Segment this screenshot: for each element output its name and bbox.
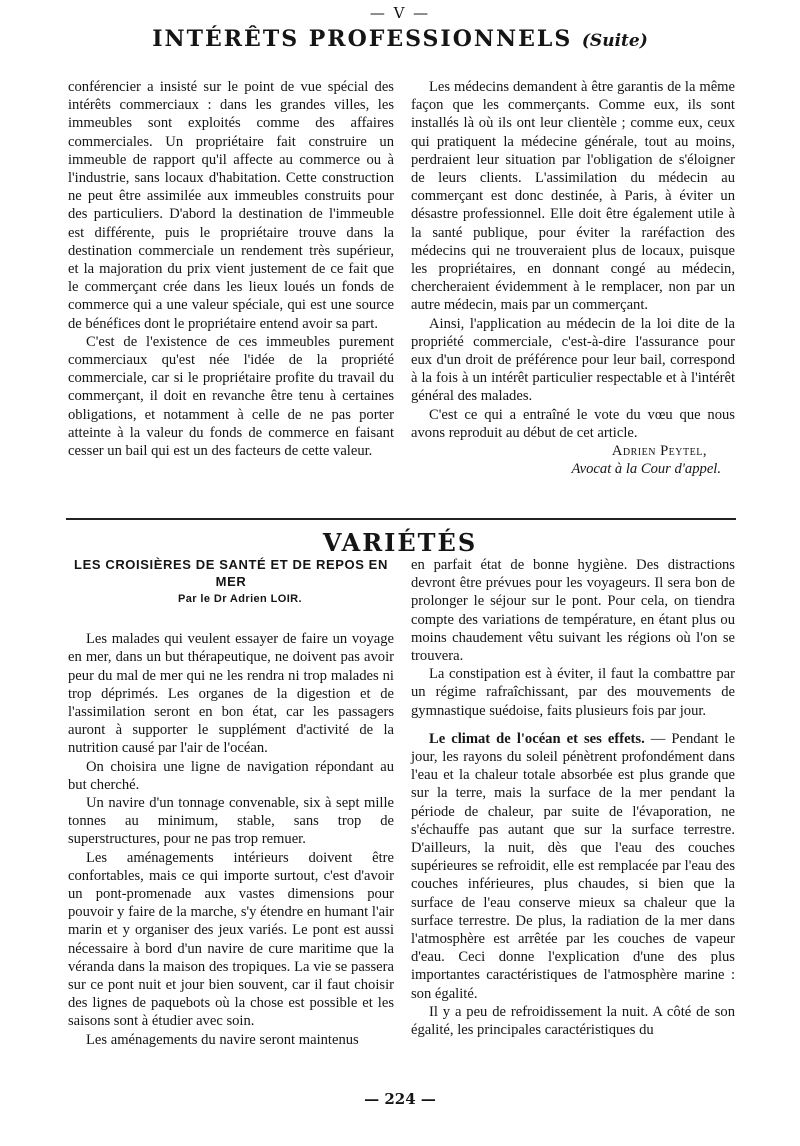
paragraph: C'est ce qui a entraîné le vote du vœu que nous avons reproduit au début de cet article. xyxy=(411,406,735,441)
page-number: — 224 — xyxy=(364,1090,436,1108)
article-title: LES CROISIÈRES DE SANTÉ ET DE REPOS EN MER xyxy=(74,557,388,589)
paragraph: Les médecins demandent à être garantis de la même façon que les commerçants. Comme eux, ils sont installés là où ils ont leur clientèle ; comme eux, ceux qui pratiquent la médecine générale, tout au moins, perdraient leur situation par l'obligation de s'éloigner de leurs clients. L'assimilation du médecin au commerçant est donc destinée, à Paris, à éviter un désastre professionnel. Elle doit être également utile à la santé publique, pour éviter la raréfaction des médecins qui ne trouveraient plus de locaux, puisque les propriétaires, en donnant congé au médecin, chercheraient évidemment à le remplacer, non par un autre médecin, mais par un commerçant. xyxy=(411,79,735,314)
signature-name: Adrien Peytel, xyxy=(611,443,707,460)
paragraph xyxy=(411,730,735,1003)
paragraph: Il y a peu de refroidissement la nuit. A côté de son égalité, les principales caractéristiques du xyxy=(411,1003,735,1039)
signature-title: Avocat à la Cour d'appel. xyxy=(571,461,721,478)
article-left-column xyxy=(68,556,394,1049)
paragraph: Les aménagements du navire seront maintenus xyxy=(86,1031,359,1048)
paragraph: conférencier a insisté sur le point de vue spécial des intérêts commerciaux : dans les grandes villes, les immeubles sont exploités comme des affaires commerciales. Un propriétaire fait construire un immeuble de rapport qu'il affecte au commerce ou à l'industrie, sans locaux d'habitation. Cette construction ne peut être assimilée aux immeubles construits pour des particuliers. D'abord la destination de l'immeuble est différente, puis le propriétaire trouve dans la destination commerciale un rendement très supérieur, et la majoration du prix vient justement de ce fait que le commerçant crée dans les lieux loués un fonds de commerce qui a une valeur spéciale, qui est une source de bénéfices dont le propriétaire entend avoir sa part. xyxy=(68,79,394,332)
folio: — V — xyxy=(369,4,431,22)
paragraph: La constipation est à éviter, il faut la combattre par un régime rafraîchissant, par des mouvements de gymnastique suédoise, faits plusieurs fois par jour. xyxy=(411,666,735,719)
signature xyxy=(411,442,735,478)
paragraph: Ainsi, l'application au médecin de la loi dite de la propriété commerciale, c'est-à-dire l'assurance pour eux d'un droit de préférence pour leur bail, correspond à la fois à un intérêt particulier respectable et à l'intérêt général des malades. xyxy=(411,315,735,405)
top-right-column xyxy=(411,78,735,478)
subheading: Le climat de l'océan et ses effets. xyxy=(429,730,645,747)
paragraph: Les aménagements intérieurs doivent être confortables, mais ce qui importe surtout, c'est d'avoir un pont-promenade aux vastes dimensions pour pouvoir y faire de la marche, s'y étendre en humant l'air marin et y organiser des jeux variés. Le pont est aussi nécessaire à bord d'un navire de cure maritime que la véranda dans la maison des tropiques. La vie se passera sur ce pont nuit et jour bien souvent, car il faut choisir des lignes de paquebots où la chose est possible et les saisons sont à étudier avec soin. xyxy=(68,849,394,1030)
paragraph: C'est de l'existence de ces immeubles purement commerciaux qu'est née l'idée de la propriété commerciale, car si le propriétaire profite du travail du commerçant, il doit en revanche être tenu à certaines obligations, et notamment à celle de ne pas porter atteinte à la valeur du fonds de commerce en faisant cesser un bail qui est un des facteurs de cette valeur. xyxy=(68,333,394,460)
paragraph: On choisira une ligne de navigation répondant au but cherché. xyxy=(68,758,394,793)
paragraph: Les malades qui veulent essayer de faire un voyage en mer, dans un but thérapeutique, ne doivent pas avoir peur du mal de mer qui ne les rendra ni trop malades ni trop déprimés. Les organes de la digestion et de l'assimilation seront en bon état, car les passagers auront à supporter le supplément d'activité de la nutrition causé par l'air de l'océan. xyxy=(68,631,394,757)
article-right-column xyxy=(411,556,735,1039)
section-divider xyxy=(66,518,736,520)
subheading-text: — Pendant le jour, les rayons du soleil pénètrent profondément dans l'eau et la chaleur totale absorbée est plus grande que sur la terre, mais la surface de la mer pendant la période de chaleur, par suite de l'évaporation, ne s'échauffe pas autant que sur la surface terrestre. D'ailleurs, la nuit, dès que l'eau des couches supérieures se refroidit, elle est remplacée par l'eau des couches inférieures, plus chaudes, si bien que la surface de l'eau conserve mieux sa chaleur que la surface terrestre. De plus, la radiation de la mer dans l'atmosphère est arrêtée par les couches de vapeur d'eau. Ceci donne l'explication d'une des plus importantes caractéristiques de l'atmosphère marine : son égalité. xyxy=(411,730,736,1002)
section-header-suite: (Suite) xyxy=(581,31,648,51)
spacer xyxy=(68,608,394,630)
paragraph: en parfait état de bonne hygiène. Des distractions devront être prévues pour les voyageurs. Il sera bon de prolonger le séjour sur le pont. Pour cela, on tiendra compte des variations de température, en étant plus ou moins chaudement vêtu suivant les régions où l'on se trouvera. xyxy=(411,557,735,665)
section-header-title: INTÉRÊTS PROFESSIONNELS xyxy=(152,26,573,52)
section-header xyxy=(0,26,800,52)
section-title: VARIÉTÉS xyxy=(322,528,478,557)
article-byline: Par le Dr Adrien LOIR. xyxy=(178,593,302,605)
top-left-column xyxy=(68,78,394,460)
paragraph: Un navire d'un tonnage convenable, six à sept mille tonnes au minimum, stable, sans trop de superstructures, pour ne pas trop remuer. xyxy=(68,795,394,848)
